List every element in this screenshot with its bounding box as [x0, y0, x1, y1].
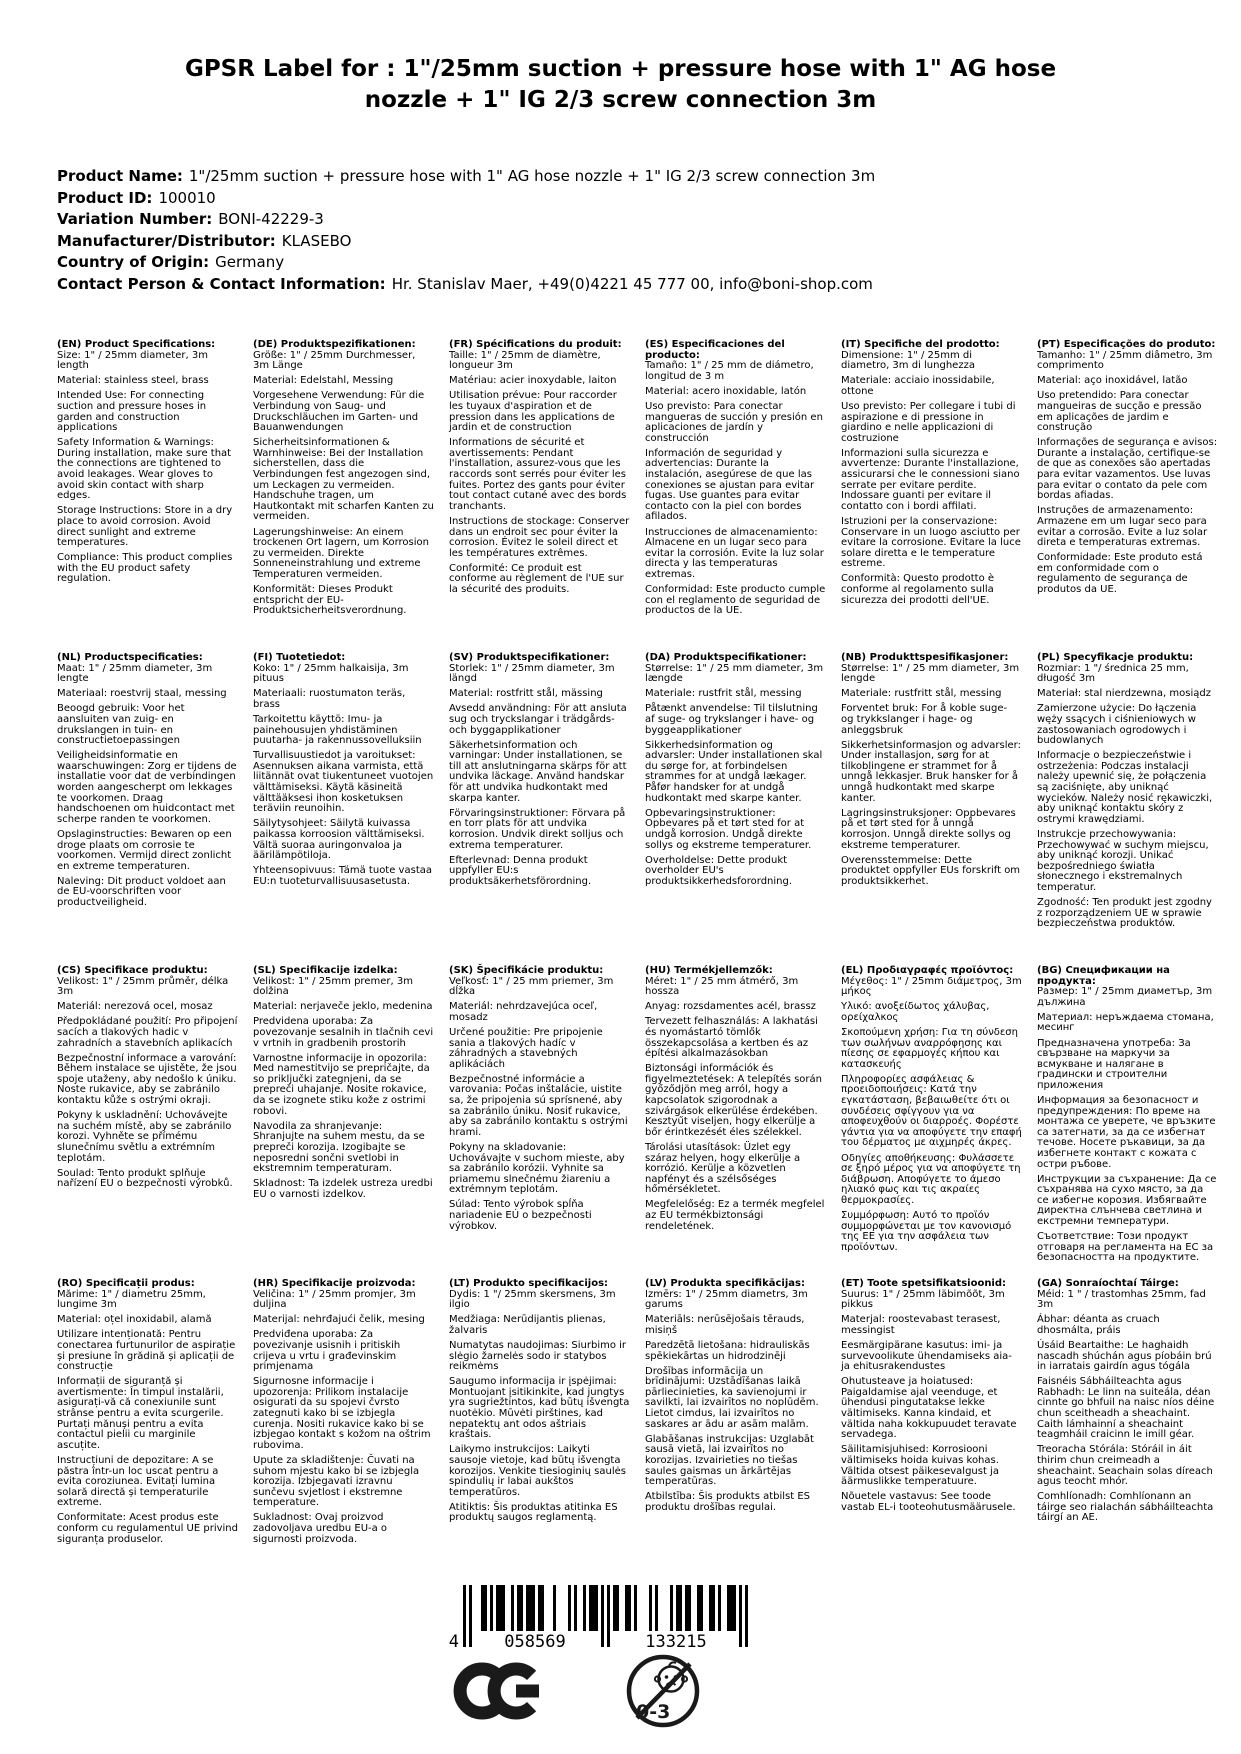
spec-block-lv	[645, 1279, 826, 1592]
spec-block-title: (NL) Productspecificaties:	[57, 652, 203, 663]
spec-item: Anyag: rozsdamentes acél, brassz	[645, 1001, 816, 1013]
spec-item: Efterlevnad: Denna produkt uppfyller EU:s produktsäkerhetsförordning.	[449, 854, 592, 887]
product-info-row-contact	[57, 274, 875, 296]
spec-block-title: (ES) Especificaciones del producto:	[645, 339, 785, 361]
info-value: 100010	[158, 188, 216, 207]
spec-item: Glabāšanas instrukcijas: Uzglabāt sausā vietā, lai izvairītos no korozijas. Izvairieties no tiešas saules gaismas un ārkārtējas temperatūras.	[645, 1433, 814, 1488]
spec-item: Taille: 1" / 25mm de diamètre, longueur 3m	[449, 349, 601, 372]
spec-item: Medžiaga: Nerūdijantis plienas, žalvaris	[449, 1314, 606, 1336]
spec-item: Opslaginstructies: Bewaren op een droge plaats om corrosie te voorkomen. Vermijd direct zonlicht en extreme temperaturen.	[57, 828, 232, 872]
spec-item: Určené použitie: Pre pripojenie sania a tlakových hadíc v záhradných a stavebných aplikáciách	[449, 1026, 603, 1070]
spec-item: Zamierzone użycie: Do łączenia węży ssących i ciśnieniowych w zastosowaniach ogrodowych i budowlanych	[1037, 703, 1197, 747]
spec-item: Matériau: acier inoxydable, laiton	[449, 375, 617, 387]
spec-item: Conformidade: Este produto está em conformidade com o regulamento de segurança de produtos da UE.	[1037, 552, 1203, 595]
product-info-row-id	[57, 188, 875, 210]
spec-item: Forventet bruk: For å koble suge- og trykkslanger i hage- og anleggsbruk	[841, 703, 1008, 736]
spec-item: Suurus: 1" / 25mm läbimõõt, 3m pikkus	[841, 1288, 1005, 1311]
spec-item: Veľkosť: 1" / 25 mm priemer, 3m dĺžka	[449, 975, 614, 998]
spec-item: Zgodność: Ten produkt jest zgodny z rozporządzeniem UE w sprawie bezpieczeństwa produktów.	[1037, 896, 1212, 930]
spec-item: Paredzētā lietošana: hidrauliskās spēkiekārtas un hidrodzinēji	[645, 1339, 810, 1362]
spec-item: Material: oțel inoxidabil, alamă	[57, 1314, 212, 1326]
spec-item: Materiał: stal nierdzewna, mosiądz	[1037, 688, 1211, 700]
spec-item: Rozmiar: 1 "/ średnica 25 mm, długość 3m	[1037, 662, 1189, 685]
spec-block-title: (SK) Špecifikácie produktu:	[449, 965, 604, 976]
spec-item: Materijal: nehrđajući čelik, mesing	[253, 1314, 425, 1326]
spec-item: Informații de siguranță și avertismente: În timpul instalării, asigurați-vă că conexiunile sunt strânse pentru a evita scurgerile. Purtați mănuși pentru a evita contactul pielii cu marginile ascuțite.	[57, 1376, 224, 1451]
spec-item: Avsedd användning: För att ansluta sug och tryckslangar i trädgårds- och byggapplikationer	[449, 703, 627, 736]
spec-item: Säilytysohjeet: Säilytä kuivassa paikassa korroosion välttämiseksi. Vältä suoraa auringonvaloa ja äärilämpötiloja.	[253, 818, 425, 862]
spec-item: Materiaal: roestvrij staal, messing	[57, 688, 227, 700]
spec-item: Navodila za shranjevanje: Shranjujte na suhem mestu, da se prepreči korozija. Izogibajte se neposredni sončni svetlobi in ekstremnim temperaturam.	[253, 1120, 425, 1175]
spec-block-pl	[1037, 653, 1218, 966]
spec-item: Atbilstība: Šis produkts atbilst ES produktu drošības regulai.	[645, 1491, 811, 1513]
spec-item: Instruções de armazenamento: Armazene em um lugar seco para evitar a corrosão. Evite a luz solar direta e temperaturas extremas.	[1037, 505, 1208, 549]
product-info-row-variation	[57, 209, 875, 231]
spec-block-sl	[253, 966, 434, 1279]
spec-block-title: (CS) Specifikace produktu:	[57, 965, 208, 976]
spec-block-title: (PT) Especificações do produto:	[1037, 339, 1216, 350]
spec-block-sk	[449, 966, 630, 1279]
spec-block-ro	[57, 1279, 238, 1592]
spec-item: Materiale: acciaio inossidabile, ottone	[841, 375, 995, 397]
spec-item: Съответствие: Този продукт отговаря на регламента на ЕС за безопасността на продуктите.	[1037, 1231, 1214, 1264]
spec-item: Koko: 1" / 25mm halkaisija, 3m pituus	[253, 662, 409, 685]
info-label: Product ID:	[57, 188, 153, 207]
product-info-row-country	[57, 252, 875, 274]
spec-item: Ábhar: déanta as cruach dhosmálta, práis	[1037, 1314, 1160, 1336]
spec-block-title: (NB) Produkttspesifikasjoner:	[841, 652, 1009, 663]
spec-item: Sicherheitsinformationen & Warnhinweise: Bei der Installation sicherstellen, dass die Verbindungen fest angezogen sind, um Leckagen zu vermeiden. Handschuhe tragen, um Hautkontakt mit scharfen Kanten zu vermeiden.	[253, 437, 434, 523]
spec-item: Sikkerhetsinformasjon og advarsler: Under installasjon, sørg for at tilkoblingene er strammet for å unngå lekkasjer. Bruk hansker for å unngå hudkontakt med skarpe kanter.	[841, 739, 1021, 804]
spec-block-sv	[449, 653, 630, 966]
baby-face-icon	[655, 1662, 687, 1691]
spec-item: Tarkoitettu käyttö: Imu- ja painehousujen yhdistäminen puutarha- ja rakennussovelluksiin	[253, 713, 422, 747]
spec-item: Påtænkt anvendelse: Til tilslutning af suge- og trykslanger i have- og byggeapplikationer	[645, 703, 818, 736]
spec-item: Numatytas naudojimas: Siurbimo ir slėgio žarnelės sodo ir statybos reikmėms	[449, 1339, 627, 1373]
spec-block-title: (FR) Spécifications du produit:	[449, 339, 622, 350]
spec-item: Atitiktis: Šis produktas atitinka ES produktų saugos reglamentą.	[449, 1501, 618, 1524]
spec-item: Konformität: Dieses Produkt entspricht der EU-Produktsicherheitsverordnung.	[253, 583, 407, 617]
spec-block-hr	[253, 1279, 434, 1592]
barcode	[438, 1585, 750, 1657]
spec-item: Instructions de stockage: Conserver dans un endroit sec pour éviter la corrosion. Évitez le soleil direct et les températures extrêmes.	[449, 515, 630, 559]
spec-item: Méid: 1 " / trastomhas 25mm, fad 3m	[1037, 1288, 1206, 1311]
spec-item: Material: stainless steel, brass	[57, 375, 209, 387]
product-info-row-manufacturer	[57, 231, 875, 253]
ean13-barcode-icon	[438, 1585, 750, 1653]
spec-item: Materjal: roostevabast terasest, messingist	[841, 1314, 1001, 1336]
spec-item: Materiaali: ruostumaton teräs, brass	[253, 688, 406, 710]
spec-block-title: (EL) Προδιαγραφές προϊόντος:	[841, 965, 1014, 976]
spec-block-title: (SV) Produktspecifikationer:	[449, 652, 610, 663]
spec-item: Conformité: Ce produit est conforme au règlement de l'UE sur la sécurité des produits.	[449, 562, 624, 595]
spec-item: Bezpečnostní informace a varování: Během instalace se ujistěte, že jsou spoje utaženy, aby nedošlo k úniku. Noste rukavice, aby se zabránilo kontaktu kůže s ostrými okraji.	[57, 1052, 237, 1107]
spec-item: Size: 1" / 25mm diameter, 3m length	[57, 349, 208, 372]
spec-item: Pokyny k uskladnění: Uchovávejte na suchém místě, aby se zabránilo korozi. Vyhněte se přímému slunečnímu světlu a extrémním teplotám.	[57, 1110, 232, 1164]
spec-item: Naleving: Dit product voldoet aan de EU-voorschriften voor productveiligheid.	[57, 875, 226, 908]
spec-item: Förvaringsinstruktioner: Förvara på en torr plats för att undvika korrosion. Undvik direkt solljus och extrema temperaturer.	[449, 807, 626, 851]
spec-item: Инструкции за съхранение: Да се съхранява на сухо място, за да се избегне корозия. Избягвайте директна слънчева светлина и екстремни температури.	[1037, 1173, 1217, 1228]
spec-item: Материал: неръждаема стомана, месинг	[1037, 1011, 1214, 1034]
spec-block-cs	[57, 966, 238, 1279]
info-label: Variation Number:	[57, 210, 213, 228]
spec-item: Treoracha Stórála: Stóráil in áit thirim chun creimeadh a sheachaint. Seachain solas díreach agus teocht mhór.	[1037, 1444, 1213, 1488]
spec-item: Drošības informācija un brīdinājumi: Uzstādīšanas laikā pārliecinieties, ka savienojumi ir savilkti, lai izvairītos no noplūdēm. Lietot cimdus, lai izvairītos no saskares ar ādu ar asām malām.	[645, 1365, 819, 1430]
spec-item: Maat: 1" / 25mm diameter, 3m lengte	[57, 662, 213, 685]
info-value: 1"/25mm suction + pressure hose with 1" AG hose nozzle + 1" IG 2/3 screw connection 3m	[188, 167, 876, 185]
spec-item: Информация за безопасност и предупреждения: По време на монтажа се уверете, че връзките са затегнати, за да се избегнат течове. Носете ръкавици, за да избегнете контакт с кожата с остри ръбове.	[1037, 1095, 1216, 1170]
spec-block-title: (DE) Produktspezifikationen:	[253, 339, 416, 350]
spec-block-en	[57, 340, 238, 653]
spec-item: Overensstemmelse: Dette produktet oppfyller EUs forskrift om produktsikkerhet.	[841, 854, 1021, 887]
spec-block-title: (HR) Specifikacije proizvoda:	[253, 1278, 416, 1289]
spec-item: Tamanho: 1" / 25mm diâmetro, 3m comprimento	[1037, 349, 1213, 372]
spec-item: Storage Instructions: Store in a dry place to avoid corrosion. Avoid direct sunlight and extreme temperatures.	[57, 505, 233, 549]
spec-block-title: (IT) Specifiche del prodotto:	[841, 339, 1000, 350]
spec-block-title: (PL) Specyfikacje produktu:	[1037, 652, 1194, 663]
spec-block-title: (EN) Product Specifications:	[57, 339, 216, 350]
age-warning-0-3-icon	[624, 1652, 702, 1730]
info-label: Contact Person & Contact Information:	[57, 274, 386, 293]
spec-item: Compliance: This product complies with the EU product safety regulation.	[57, 552, 233, 585]
spec-block-title: (LT) Produkto specifikacijos:	[449, 1278, 609, 1289]
page-title	[0, 54, 1241, 116]
spec-item: Material: nerjaveče jeklo, medenina	[253, 1001, 433, 1013]
spec-item: Materiál: nehrdzavejúca oceľ, mosadz	[449, 1001, 598, 1023]
spec-item: Material: acero inoxidable, latón	[645, 385, 807, 397]
spec-item: Eesmärgipärane kasutus: imi- ja survevoolikute ühendamiseks aia- ja ehitusrakendustes	[841, 1339, 1012, 1373]
spec-item: Turvallisuustiedot ja varoitukset: Asennuksen aikana varmista, että liitännät ovat tiukentuneet vuotojen välttämiseksi. Käytä käsineitä välttääksesi ihon kosketuksen teräviin reunoihin.	[253, 750, 434, 815]
spec-block-bg	[1037, 966, 1218, 1279]
spec-block-fi	[253, 653, 434, 966]
spec-item: Predvidena uporaba: Za povezovanje sesalnih in tlačnih cevi v vrtnih in gradbenih prostorih	[253, 1016, 434, 1049]
spec-block-da	[645, 653, 826, 966]
spec-item: Skladnost: Ta izdelek ustreza uredbi EU o varnosti izdelkov.	[253, 1178, 433, 1200]
spec-item: Soulad: Tento produkt splňuje nařízení EU o bezpečnosti výrobků.	[57, 1167, 233, 1190]
spec-item: Sigurnosne informacije i upozorenja: Prilikom instalacije osigurati da su spojevi čvrsto zategnuti kako bi se izbjegla curenja. Nositi rukavice kako bi se izbjegao kontakt s kožom na oštrim rubovima.	[253, 1376, 431, 1451]
spec-item: Materiale: rustfrit stål, messing	[645, 688, 802, 700]
spec-item: Saugumo informacija ir įspėjimai: Montuojant įsitikinkite, kad jungtys yra sugriežtintos, kad būtų išvengta nuotėkio. Mūvėti pirštines, kad nepatektų ant odos aštriais kraštais.	[449, 1376, 630, 1441]
spec-item: Yhteensopivuus: Tämä tuote vastaa EU:n tuoteturvallisuusasetusta.	[253, 865, 432, 887]
spec-item: Ohutusteave ja hoiatused: Paigaldamise ajal veenduge, et ühendusi pingutatakse lekke vältimiseks. Kanna kindaid, et vältida naha kokkupuudet teravate servadega.	[841, 1376, 1017, 1441]
spec-item: Bezpečnostné informácie a varovania: Počas inštalácie, uistite sa, že pripojenia sú sprísnené, aby sa zabránilo úniku. Nosiť rukavice, aby sa zabránilo kontaktu s ostrými hrami.	[449, 1073, 628, 1138]
spec-item: Uso pretendido: Para conectar mangueiras de sucção e pressão em aplicações de jardim e construção	[1037, 390, 1202, 434]
spec-item: Información de seguridad y advertencias: Durante la instalación, asegúrese de que las conexiones se ajustan para evitar fugas. Use guantes para evitar contacto con la piel con bordes afilados.	[645, 447, 815, 523]
spec-item: Utilizare intenționată: Pentru conectarea furtunurilor de aspirație și presiune în grădină și aplicații de construcție	[57, 1329, 236, 1373]
spec-item: Safety Information & Warnings: During installation, make sure that the connections are tightened to avoid leakages. Wear gloves to avoid skin contact with sharp edges.	[57, 437, 232, 502]
spec-item: Opbevaringsinstruktioner: Opbevares på et tørt sted for at undgå korrosion. Undgå direkte sollys og ekstreme temperaturer.	[645, 807, 812, 851]
spec-item: Uso previsto: Per collegare i tubi di aspirazione e di pressione in giardino e nelle applicazioni di costruzione	[841, 400, 1016, 444]
spec-block-nb	[841, 653, 1022, 966]
spec-item: Súlad: Tento výrobok spĺňa nariadenie EÚ o bezpečnosti výrobkov.	[449, 1199, 592, 1232]
spec-item: Informacje o bezpieczeństwie i ostrzeżenia: Podczas instalacji należy upewnić się, że połączenia są zaciśnięte, aby uniknąć wycieków. Należy nosić rękawiczki, aby uniknąć kontaktu skóry z ostrymi krawędziami.	[1037, 750, 1213, 825]
spec-block-title: (SL) Specifikacije izdelka:	[253, 965, 398, 976]
spec-item: Säkerhetsinformation och varningar: Under installationen, se till att anslutningarna skärps för att undvika läckage. Använd handskar för att undvika hudkontakt med skarpa kanter.	[449, 739, 627, 804]
spec-item: Tamaño: 1" / 25 mm de diámetro, longitud de 3 m	[645, 360, 814, 382]
barcode-digits-left: 058569	[504, 1632, 566, 1652]
info-label: Product Name:	[57, 167, 183, 185]
spec-item: Conformitate: Acest produs este conform cu regulamentul UE privind siguranța produselor.	[57, 1512, 238, 1545]
spec-item: Materiāls: nerūsējošais tērauds, misiņš	[645, 1314, 805, 1336]
spec-item: Sukladnost: Ovaj proizvod zadovoljava uredbu EU-a o sigurnosti proizvoda.	[253, 1512, 388, 1545]
spec-item: Säilitamisjuhised: Korrosiooni vältimiseks hoida kuivas kohas. Vältida otsest päikesevalgust ja äärmuslikke temperatuure.	[841, 1444, 999, 1488]
page-title-line2: nozzle + 1" IG 2/3 screw connection 3m	[364, 87, 877, 113]
spec-item: Instrucciones de almacenamiento: Almacene en un lugar seco para evitar la corrosión. Evite la luz solar directa y las temperaturas extremas.	[645, 526, 824, 580]
spec-item: Veličina: 1" / 25mm promjer, 3m duljina	[253, 1288, 416, 1311]
spec-block-fr	[449, 340, 630, 653]
spec-block-pt	[1037, 340, 1218, 653]
spec-item: Πληροφορίες ασφάλειας & προειδοποιήσεις: Κατά την εγκατάσταση, βεβαιωθείτε ότι οι συνδέσεις σφίγγουν για να αποφευχθούν οι διαρροές. Φορέστε γάντια για να αποφύγετε την επαφή του δέρματος με αιχμηρές άκρες.	[841, 1073, 1022, 1149]
spec-item: Beoogd gebruik: Voor het aansluiten van zuig- en drukslangen in tuin- en constructietoepassingen	[57, 703, 185, 747]
spec-item: Uso previsto: Para conectar mangueras de succión y presión en aplicaciones de jardín y construcción	[645, 400, 823, 444]
spec-block-nl	[57, 653, 238, 966]
spec-item: Material: aço inoxidável, latão	[1037, 375, 1188, 387]
spec-item: Μέγεθος: 1" / 25mm διάμετρος, 3m μήκος	[841, 975, 1022, 998]
spec-item: Méret: 1" / 25 mm átmérő, 3m hossza	[645, 975, 799, 998]
spec-block-title: (DA) Produktspecifikationer:	[645, 652, 807, 663]
spec-item: Σκοπούμενη χρήση: Για τη σύνδεση των σωλήνων αναρρόφησης και πίεσης σε εφαρμογές κήπου και κατασκευής	[841, 1026, 1018, 1070]
info-label: Country of Origin:	[57, 253, 210, 271]
info-label: Manufacturer/Distributor:	[57, 231, 276, 250]
spec-item: Veiligheidsinformatie en waarschuwingen: Zorg er tijdens de installatie voor dat de verbindingen worden aangescherpt om lekkages te voorkomen. Draag handschoenen om huidcontact met scherpe randen te voorkomen.	[57, 750, 237, 825]
spec-block-title: (RO) Specificații produs:	[57, 1278, 195, 1289]
spec-item: Velikost: 1" / 25mm premer, 3m dolžina	[253, 975, 413, 998]
spec-block-hu	[645, 966, 826, 1279]
spec-block-title: (GA) Sonraíochtaí Táirge:	[1037, 1278, 1179, 1289]
spec-item: Materiale: rustfritt stål, messing	[841, 688, 1002, 700]
spec-item: Dimensione: 1" / 25mm di diametro, 3m di lunghezza	[841, 349, 975, 372]
product-info	[57, 166, 875, 295]
spec-item: Tárolási utasítások: Üzlet egy száraz helyen, hogy elkerülje a korrózió. Kerülje a közvetlen napfényt és a szélsőséges hőmérsékletet.	[645, 1141, 801, 1196]
spec-block-title: (BG) Спецификации на продукта:	[1037, 965, 1170, 987]
spec-item: Material: Edelstahl, Messing	[253, 375, 394, 387]
spec-item: Mărime: 1" / diametru 25mm, lungime 3m	[57, 1288, 206, 1311]
spec-item: Pokyny na skladovanie: Uchovávajte v suchom mieste, aby sa zabránilo korózii. Vyhnite sa priamemu slnečnému žiareniu a extrémnym teplotám.	[449, 1141, 625, 1196]
spec-item: Lagerungshinweise: An einem trockenen Ort lagern, um Korrosion zu vermeiden. Direkte Sonneneinstrahlung und extreme Temperaturen vermeiden.	[253, 526, 429, 580]
spec-item: Informazioni sulla sicurezza e avvertenze: Durante l'installazione, assicurarsi che le connessioni siano serrate per evitare perdite. Indossare guanti per evitare il contatto con i bordi affilati.	[841, 447, 1020, 512]
spec-item: Συμμόρφωση: Αυτό το προϊόν συμμορφώνεται με τον κανονισμό της ΕΕ για την ασφάλεια των προϊόντων.	[841, 1209, 1012, 1253]
spec-item: Materiál: nerezová ocel, mosaz	[57, 1001, 213, 1013]
spec-item: Overholdelse: Dette produkt overholder EU's produktsikkerhedsforordning.	[645, 854, 793, 887]
spec-item: Material: rostfritt stål, mässing	[449, 688, 603, 700]
spec-item: Lagringsinstruksjoner: Oppbevares på et tørt sted for å unngå korrosjon. Unngå direkte sollys og ekstreme temperaturer.	[841, 807, 1016, 851]
spec-item: Vorgesehene Verwendung: Für die Verbindung von Saug- und Druckschläuchen im Garten- und Bauanwendungen	[253, 390, 425, 434]
spec-block-de	[253, 340, 434, 653]
info-value: KLASEBO	[281, 231, 352, 250]
spec-item: Informations de sécurité et avertissements: Pendant l'installation, assurez-vous que les raccords sont serrés pour éviter les fuites. Portez des gants pour éviter tout contact cutané avec des bords tranchants.	[449, 437, 627, 512]
barcode-digit-prefix: 4	[448, 1632, 459, 1652]
spec-item: Predviđena uporaba: Za povezivanje usisnih i pritiskih crijeva u vrtu i građevinskim primjenama	[253, 1329, 401, 1373]
spec-block-el	[841, 966, 1022, 1279]
spec-item: Megfelelőség: Ez a termék megfelel az EU termékbiztonsági rendeletének.	[645, 1199, 825, 1232]
spec-item: Comhlíonadh: Comhlíonann an táirge seo rialachán sábháilteachta táirgí an AE.	[1037, 1491, 1214, 1524]
info-value: Germany	[215, 253, 285, 271]
spec-item: Izmērs: 1" / 25mm diametrs, 3m garums	[645, 1288, 808, 1311]
spec-item: Υλικό: ανοξείδωτος χάλυβας, ορείχαλκος	[841, 1001, 990, 1023]
spec-item: Utilisation prévue: Pour raccorder les tuyaux d'aspiration et de pression dans les applications de jardin et de construction	[449, 390, 617, 434]
spec-item: Faisnéis Sábháilteachta agus Rabhadh: Le linn na suiteála, déan cinnte go bhfuil na naisc níos déine chun sceitheadh a sheachaint. Caith lámhainní a sheachaint teagmháil craicinn le imill géar.	[1037, 1376, 1215, 1441]
spec-item: Størrelse: 1" / 25 mm diameter, 3m lengde	[841, 662, 1020, 685]
spec-item: Laikymo instrukcijos: Laikyti sausoje vietoje, kad būtų išvengta korozijos. Venkite tiesioginių saulės spindulių ir labai aukštos temperatūros.	[449, 1444, 626, 1498]
spec-item: Storlek: 1" / 25mm diameter, 3m längd	[449, 662, 615, 685]
spec-item: Conformità: Questo prodotto è conforme al regolamento sulla sicurezza dei prodotti dell'UE.	[841, 573, 995, 606]
spec-item: Instrukcje przechowywania: Przechowywać w suchym miejscu, aby uniknąć korozji. Unikać bezpośredniego światła słonecznego i ekstremalnych temperatur.	[1037, 828, 1209, 893]
spec-block-title: (ET) Toote spetsifikatsioonid:	[841, 1278, 1007, 1289]
spec-item: Conformidad: Este producto cumple con el reglamento de seguridad de productos de la UE.	[645, 583, 826, 617]
spec-item: Istruzioni per la conservazione: Conservare in un luogo asciutto per evitare la corrosione. Evitare la luce solare diretta e le temperature estreme.	[841, 515, 1021, 570]
spec-item: Velikost: 1" / 25mm průměr, délka 3m	[57, 975, 229, 998]
spec-block-it	[841, 340, 1022, 653]
spec-block-lt	[449, 1279, 630, 1592]
spec-item: Biztonsági információk és figyelmeztetések: A telepítés során győződjön meg arról, hogy a kapcsolatok szigorodnak a szivárgások elkerülése érdekében. Kesztyűt viseljen, hogy elkerülje a bőr érintkezését éles szélekkel.	[645, 1063, 823, 1138]
spec-item: Размер: 1" / 25mm диаметър, 3m дължина	[1037, 986, 1213, 1008]
spec-item: Předpokládané použití: Pro připojení sacích a tlakových hadic v zahradních a stavebních aplikacích	[57, 1016, 238, 1049]
spec-block-title: (FI) Tuotetiedot:	[253, 652, 346, 663]
page-title-line1: GPSR Label for : 1"/25mm suction + pressure hose with 1" AG hose	[184, 56, 1057, 82]
barcode-digits-right: 133215	[645, 1632, 707, 1652]
spec-grid	[57, 340, 1227, 1592]
spec-item: Upute za skladištenje: Čuvati na suhom mjestu kako bi se izbjegla korozija. Izbjegavati izravnu sunčevu svjetlost i ekstremne temperature.	[253, 1454, 420, 1509]
age-warning-label: 0-3	[636, 1701, 671, 1723]
spec-item: Størrelse: 1" / 25 mm diameter, 3m længde	[645, 662, 824, 685]
spec-block-title: (HU) Termékjellemzők:	[645, 965, 773, 976]
spec-block-ga	[1037, 1279, 1218, 1592]
spec-item: Úsáid Beartaithe: Le haghaidh nascadh shúchán agus píobáin brú in iarratais gairdín agus tógála	[1037, 1339, 1212, 1373]
spec-item: Nõuetele vastavus: See toode vastab EL-i tooteohutusmäärusele.	[841, 1491, 1016, 1513]
spec-block-es	[645, 340, 826, 653]
spec-item: Informações de segurança e avisos: Durante a instalação, certifique-se de que as conexões são apertadas para evitar vazamentos. Use luvas para evitar o contato da pele com bordas afiadas.	[1037, 437, 1218, 502]
spec-block-et	[841, 1279, 1022, 1592]
spec-item: Varnostne informacije in opozorila: Med namestitvijo se prepričajte, da so priključki zategnjeni, da se prepreči uhajanje. Nosite rokavice, da se izognete stiku kože z ostrimi robovi.	[253, 1052, 430, 1117]
spec-item: Tervezett felhasználás: A lakhatási és nyomástartó tömlők összekapcsolása a kertben és az építési alkalmazásokban	[645, 1016, 818, 1060]
spec-item: Größe: 1" / 25mm Durchmesser, 3m Länge	[253, 349, 416, 372]
spec-item: Instrucțiuni de depozitare: A se păstra într-un loc uscat pentru a evita coroziunea. Evitați lumina solară directă și temperaturile extreme.	[57, 1454, 219, 1509]
ce-mark-icon	[452, 1660, 547, 1722]
spec-item: Dydis: 1 "/ 25mm skersmens, 3m ilgio	[449, 1288, 616, 1311]
spec-item: Οδηγίες αποθήκευσης: Φυλάσσετε σε ξηρό μέρος για να αποφύγετε τη διάβρωση. Αποφύγετε το άμεσο ηλιακό φως και τις ακραίες θερμοκρασίες.	[841, 1152, 1021, 1206]
spec-item: Sikkerhedsinformation og advarsler: Under installationen skal du sørge for, at forbindelsen strammes for at undgå lækager. Påfør handsker for at undgå hudkontakt med skarpe kanter.	[645, 739, 823, 804]
product-info-row-name	[57, 166, 875, 188]
info-value: BONI-42229-3	[218, 210, 324, 228]
spec-item: Intended Use: For connecting suction and pressure hoses in garden and construction applications	[57, 390, 207, 434]
spec-block-title: (LV) Produkta specifikācijas:	[645, 1278, 805, 1289]
spec-item: Предназначена употреба: За свързване на маркучи за всмукване и налягане в градински и строителни приложения	[1037, 1037, 1191, 1091]
info-value: Hr. Stanislav Maer, +49(0)4221 45 777 00, info@boni-shop.com	[391, 274, 873, 293]
